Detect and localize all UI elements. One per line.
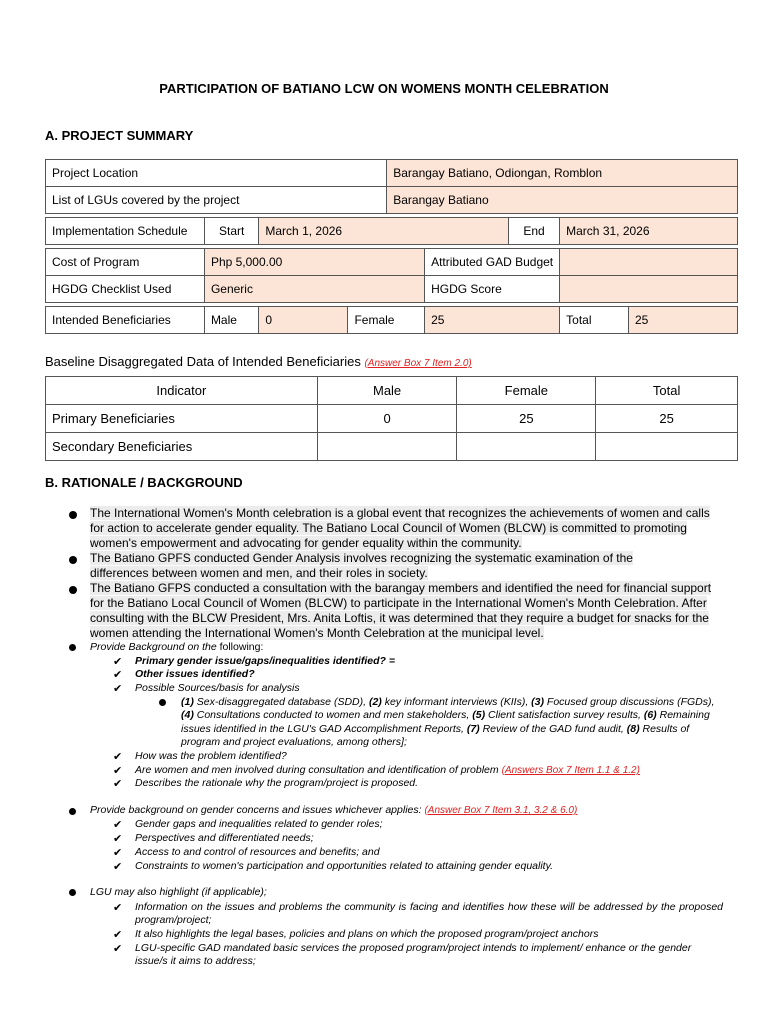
checkmark-icon: ✔ [113, 778, 123, 790]
guide-item: Primary gender issue/gaps/inequalities identified? = [135, 655, 395, 667]
checklist-value: Generic [204, 276, 424, 303]
row-male [317, 433, 457, 461]
guide-item: Constraints to women's participation and opportunities related to attaining gender equality. [135, 860, 553, 872]
lgus-value: Barangay Batiano [387, 187, 738, 214]
header-indicator: Indicator [46, 377, 318, 405]
guide-lead: LGU may also highlight (if applicable); [90, 886, 267, 898]
lgus-label: List of LGUs covered by the project [46, 187, 387, 214]
bullet-icon [69, 586, 77, 594]
row-total [596, 433, 738, 461]
baseline-caption [45, 354, 472, 369]
score-label: HGDG Score [425, 276, 560, 303]
rationale-item: The Batiano GFPS conducted a consultation with the barangay members and identified the need for financial support for the Batiano Local Council of Women (BLCW) to participate in the International Women's Month Celebration. After consulting with the BLCW President, Mrs. Anita Loftis, it was determined that they require a budget for snacks for the women attending the International Women's Month Celebration at the municipal level. [90, 581, 712, 640]
cost-label: Cost of Program [46, 249, 205, 276]
rationale-item: The Batiano GPFS conducted Gender Analysis involves recognizing the systematic examination of the differences between women and men, and their roles in society. [90, 551, 633, 580]
checkmark-icon: ✔ [113, 765, 123, 777]
checkmark-icon: ✔ [113, 943, 123, 955]
project-location-value: Barangay Batiano, Odiongan, Romblon [387, 160, 738, 187]
row-female: 25 [457, 405, 596, 433]
baseline-caption-text: Baseline Disaggregated Data of Intended Beneficiaries [45, 354, 361, 369]
male-label: Male [204, 307, 258, 334]
gad-budget-value [560, 249, 738, 276]
checkmark-icon: ✔ [113, 861, 123, 873]
cost-value: Php 5,000.00 [204, 249, 424, 276]
guide-item: Are women and men involved during consultation and identification of problem (Answers Box 7 Item 1.1 & 1.2) [135, 764, 640, 776]
document-title: PARTICIPATION OF BATIANO LCW ON WOMENS MONTH CELEBRATION [159, 81, 609, 96]
score-value [560, 276, 738, 303]
checkmark-icon: ✔ [113, 833, 123, 845]
rationale-item: The International Women's Month celebration is a global event that recognizes the achievements of women and calls for action to accelerate gender equality. The Batiano Local Council of Women (BLCW) is committed to promoting women's empowerment and advocating for gender equality within the community. [90, 506, 710, 550]
beneficiaries-label: Intended Beneficiaries [46, 307, 205, 334]
checkmark-icon: ✔ [113, 902, 123, 914]
row-indicator: Primary Beneficiaries [46, 405, 318, 433]
start-label: Start [204, 218, 258, 245]
guide-item: Other issues identified? [135, 668, 255, 680]
project-summary-table [45, 159, 738, 334]
total-value: 25 [628, 307, 737, 334]
total-label: Total [560, 307, 629, 334]
guide-item: It also highlights the legal bases, policies and plans on which the proposed program/project anchors [135, 928, 599, 940]
row-indicator: Secondary Beneficiaries [46, 433, 318, 461]
baseline-table [45, 376, 738, 461]
checkmark-icon: ✔ [113, 656, 123, 668]
row-total: 25 [596, 405, 738, 433]
checkmark-icon: ✔ [113, 929, 123, 941]
table-row [46, 433, 738, 461]
row-male: 0 [317, 405, 457, 433]
guide-item: Describes the rationale why the program/project is proposed. [135, 777, 419, 789]
table-row [46, 405, 738, 433]
header-female: Female [457, 377, 596, 405]
guide-item: Possible Sources/basis for analysis [135, 682, 300, 694]
bullet-icon [159, 699, 166, 706]
row-female [457, 433, 596, 461]
guide-item: Information on the issues and problems the community is facing and identifies how these will be addressed by the proposed program/project; [135, 901, 723, 927]
end-label: End [508, 218, 559, 245]
bullet-icon [69, 644, 76, 651]
header-male: Male [317, 377, 457, 405]
section-b-heading: B. RATIONALE / BACKGROUND [45, 475, 243, 490]
male-value: 0 [259, 307, 348, 334]
checkmark-icon: ✔ [113, 751, 123, 763]
bullet-icon [69, 556, 77, 564]
project-location-label: Project Location [46, 160, 387, 187]
header-total: Total [596, 377, 738, 405]
checkmark-icon: ✔ [113, 847, 123, 859]
answer-ref-link[interactable]: (Answer Box 7 Item 3.1, 3.2 & 6.0) [424, 805, 578, 816]
start-value: March 1, 2026 [259, 218, 509, 245]
section-a-heading: A. PROJECT SUMMARY [45, 128, 194, 143]
guide-item: How was the problem identified? [135, 750, 287, 762]
sources-list: (1) Sex-disaggregated database (SDD), (2) key informant interviews (KIIs), (3) Focused group discussions (FGDs), (4) Consultations conducted to women and men stakeholders, (5) Client satisfaction survey results, (6) Remaining issues identified in the LGU's GAD Accomplishment Reports, (7) Review of the GAD fund audit, (8) Results of program and project evaluations, among others]; [181, 696, 715, 748]
guide-item: Gender gaps and inequalities related to gender roles; [135, 818, 383, 830]
bullet-icon [69, 808, 76, 815]
checkmark-icon: ✔ [113, 683, 123, 695]
guide-item: Perspectives and differentiated needs; [135, 832, 314, 844]
guide-item: LGU-specific GAD mandated basic services the proposed program/project intends to implement/ enhance or the gender issue/s it aims to address; [135, 942, 692, 968]
gad-budget-label: Attributed GAD Budget [425, 249, 560, 276]
checkmark-icon: ✔ [113, 669, 123, 681]
checklist-label: HGDG Checklist Used [46, 276, 205, 303]
guide-lead: Provide Background on the following: [90, 641, 264, 653]
female-label: Female [348, 307, 425, 334]
answers-ref-link[interactable]: (Answers Box 7 Item 1.1 & 1.2) [501, 765, 640, 776]
schedule-label: Implementation Schedule [46, 218, 205, 245]
bullet-icon [69, 511, 77, 519]
checkmark-icon: ✔ [113, 819, 123, 831]
guide-item: Access to and control of resources and benefits; and [135, 846, 380, 858]
guide-lead: Provide background on gender concerns and issues whichever applies: (Answer Box 7 Item 3.1, 3.2 & 6.0) [90, 804, 578, 816]
end-value: March 31, 2026 [560, 218, 738, 245]
bullet-icon [69, 889, 76, 896]
female-value: 25 [425, 307, 560, 334]
baseline-ref-link[interactable]: (Answer Box 7 Item 2.0) [364, 358, 472, 369]
